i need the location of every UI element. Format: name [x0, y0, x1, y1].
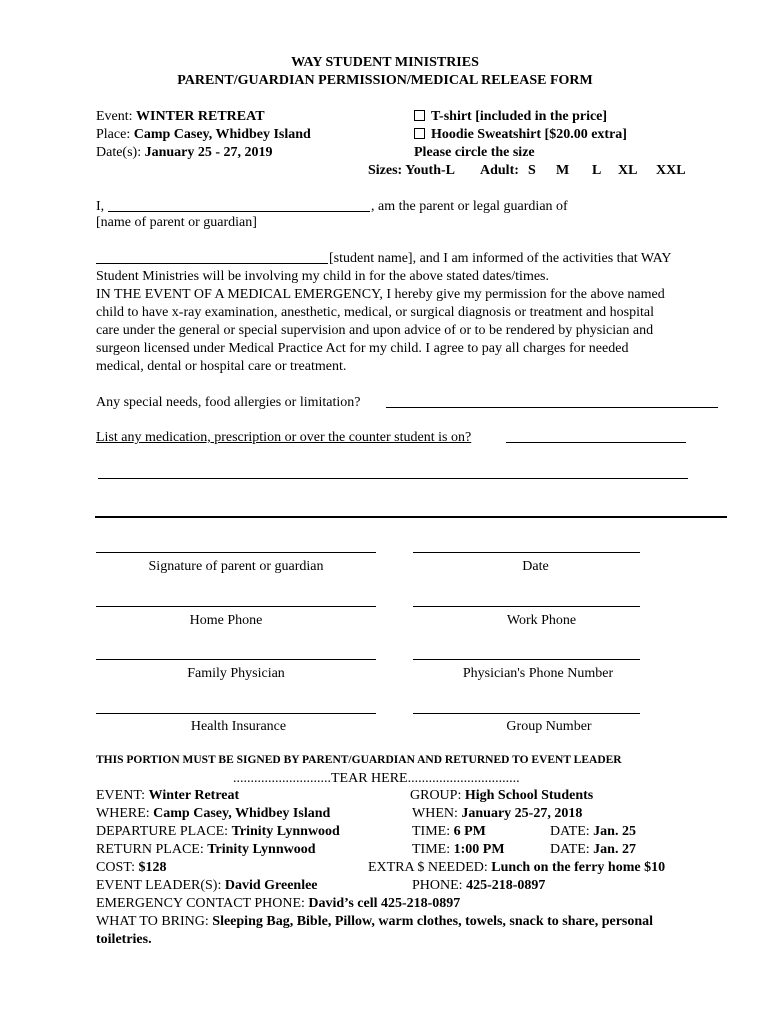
work-phone-field[interactable] [413, 606, 640, 607]
summary-event-value: Winter Retreat [148, 788, 240, 803]
summary-when-label: WHEN: [412, 806, 458, 821]
summary-ret-date-value: Jan. 27 [593, 842, 636, 857]
home-phone-field[interactable] [96, 606, 376, 607]
summary-cost-value: $128 [138, 860, 167, 875]
summary-where [96, 805, 330, 822]
circle-size-note: Please circle the size [414, 145, 535, 160]
summary-where-value: Camp Casey, Whidbey Island [153, 806, 331, 821]
consent-text-line: Student Ministries will be involving my child in for the above stated dates/times. [96, 269, 549, 284]
size-xxl[interactable]: XXL [656, 163, 686, 178]
signature-label: Signature of parent or guardian [148, 559, 324, 574]
consent-i: I, [96, 199, 105, 214]
summary-ret-time-label: TIME: [412, 842, 451, 857]
dates-line [96, 144, 273, 161]
summary-phone [412, 877, 545, 894]
summary-extra-value: Lunch on the ferry home $10 [491, 860, 666, 875]
summary-return-date [550, 841, 636, 858]
place-value: Camp Casey, Whidbey Island [133, 127, 311, 142]
summary-dep-date-label: DATE: [550, 824, 590, 839]
consent-text-line: child to have x-ray examination, anesthetic, medical, or surgical diagnosis or treatment and hospital [96, 305, 655, 320]
sizes-adult-label: Adult: [480, 163, 519, 178]
place-line [96, 126, 311, 143]
summary-departure-label: DEPARTURE PLACE: [96, 824, 229, 839]
summary-departure-value: Trinity Lynnwood [231, 824, 340, 839]
summary-departure [96, 823, 340, 840]
summary-emergency-label: EMERGENCY CONTACT PHONE: [96, 896, 305, 911]
event-value: WINTER RETREAT [136, 109, 265, 124]
summary-bring-continued: toiletries. [96, 932, 152, 947]
dates-label: Date(s): [96, 145, 142, 160]
family-physician-field[interactable] [96, 659, 376, 660]
summary-when [412, 805, 582, 822]
special-needs-field[interactable] [386, 407, 718, 408]
tshirt-option[interactable] [414, 108, 607, 125]
hoodie-checkbox[interactable] [414, 128, 425, 139]
parent-name-field[interactable] [108, 211, 370, 212]
summary-dep-time-value: 6 PM [453, 824, 486, 839]
summary-event [96, 787, 239, 804]
summary-leader-label: EVENT LEADER(S): [96, 878, 222, 893]
summary-bring-label: WHAT TO BRING: [96, 914, 209, 929]
summary-extra-label: EXTRA $ NEEDED: [368, 860, 488, 875]
summary-return-time [412, 841, 505, 858]
parent-name-caption: [name of parent or guardian] [96, 215, 257, 230]
size-m[interactable]: M [556, 163, 570, 178]
physician-phone-label: Physician's Phone Number [462, 666, 614, 681]
dates-value: January 25 - 27, 2019 [144, 145, 273, 160]
physician-phone-field[interactable] [413, 659, 640, 660]
sizes-youth: Sizes: Youth-L [368, 163, 455, 178]
summary-dep-time-label: TIME: [412, 824, 451, 839]
summary-bring-value: Sleeping Bag, Bible, Pillow, warm clothes, towels, snack to share, personal [212, 914, 654, 929]
summary-group-value: High School Students [464, 788, 594, 803]
summary-extra [368, 859, 665, 876]
summary-cost-label: COST: [96, 860, 135, 875]
consent-line2-suffix: [student name], and I am informed of the activities that WAY [329, 251, 672, 266]
summary-bring [96, 913, 653, 930]
org-name: WAY STUDENT MINISTRIES [291, 55, 479, 70]
consent-line1-suffix: , am the parent or legal guardian of [371, 199, 568, 214]
student-name-field[interactable] [96, 263, 328, 264]
tshirt-checkbox[interactable] [414, 110, 425, 121]
summary-where-label: WHERE: [96, 806, 150, 821]
summary-when-value: January 25-27, 2018 [461, 806, 583, 821]
summary-ret-time-value: 1:00 PM [453, 842, 505, 857]
summary-emergency-value: David’s cell 425-218-0897 [308, 896, 461, 911]
event-line [96, 108, 265, 125]
signature-field[interactable] [96, 552, 376, 553]
place-label: Place: [96, 127, 131, 142]
health-insurance-label: Health Insurance [190, 719, 287, 734]
size-xl[interactable]: XL [618, 163, 638, 178]
consent-text-line: medical, dental or hospital care or treatment. [96, 359, 347, 374]
summary-return-label: RETURN PLACE: [96, 842, 204, 857]
summary-group-label: GROUP: [410, 788, 462, 803]
summary-ret-date-label: DATE: [550, 842, 590, 857]
summary-phone-value: 425-218-0897 [466, 878, 546, 893]
return-notice: THIS PORTION MUST BE SIGNED BY PARENT/GUARDIAN AND RETURNED TO EVENT LEADER [96, 754, 622, 766]
consent-text-line: IN THE EVENT OF A MEDICAL EMERGENCY, I hereby give my permission for the above named [96, 287, 665, 302]
form-title: PARENT/GUARDIAN PERMISSION/MEDICAL RELEASE FORM [177, 73, 593, 88]
family-physician-label: Family Physician [187, 666, 285, 681]
summary-departure-date [550, 823, 636, 840]
summary-cost [96, 859, 166, 876]
consent-text-line: surgeon licensed under Medical Practice Act for my child. I agree to pay all charges for needed [96, 341, 629, 356]
summary-leader-value: David Greenlee [224, 878, 318, 893]
health-insurance-field[interactable] [96, 713, 376, 714]
work-phone-label: Work Phone [506, 613, 577, 628]
size-s[interactable]: S [528, 163, 536, 178]
summary-group [410, 787, 593, 804]
home-phone-label: Home Phone [189, 613, 263, 628]
event-label: Event: [96, 109, 133, 124]
summary-return-value: Trinity Lynnwood [207, 842, 316, 857]
special-needs-question: Any special needs, food allergies or limitation? [96, 395, 361, 410]
hoodie-label: Hoodie Sweatshirt [$20.00 extra] [431, 127, 627, 142]
tear-here: ............................TEAR HERE................................ [233, 771, 520, 786]
summary-phone-label: PHONE: [412, 878, 463, 893]
summary-event-label: EVENT: [96, 788, 146, 803]
summary-dep-date-value: Jan. 25 [593, 824, 636, 839]
date-label: Date [522, 559, 549, 574]
tshirt-label: T-shirt [included in the price] [431, 109, 608, 124]
section-divider [95, 516, 727, 518]
summary-return [96, 841, 316, 858]
date-field[interactable] [413, 552, 640, 553]
consent-text-line: care under the general or special supervision and upon advice of or to be rendered by physician and [96, 323, 654, 338]
size-l[interactable]: L [592, 163, 602, 178]
summary-departure-time [412, 823, 486, 840]
medication-field-2[interactable] [98, 478, 688, 479]
summary-emergency [96, 895, 460, 912]
hoodie-option[interactable] [414, 126, 627, 143]
group-number-field[interactable] [413, 713, 640, 714]
summary-leader [96, 877, 318, 894]
group-number-label: Group Number [506, 719, 592, 734]
consent-body [96, 268, 726, 376]
medication-question: List any medication, prescription or over the counter student is on? [96, 430, 472, 445]
medication-field[interactable] [506, 442, 686, 443]
